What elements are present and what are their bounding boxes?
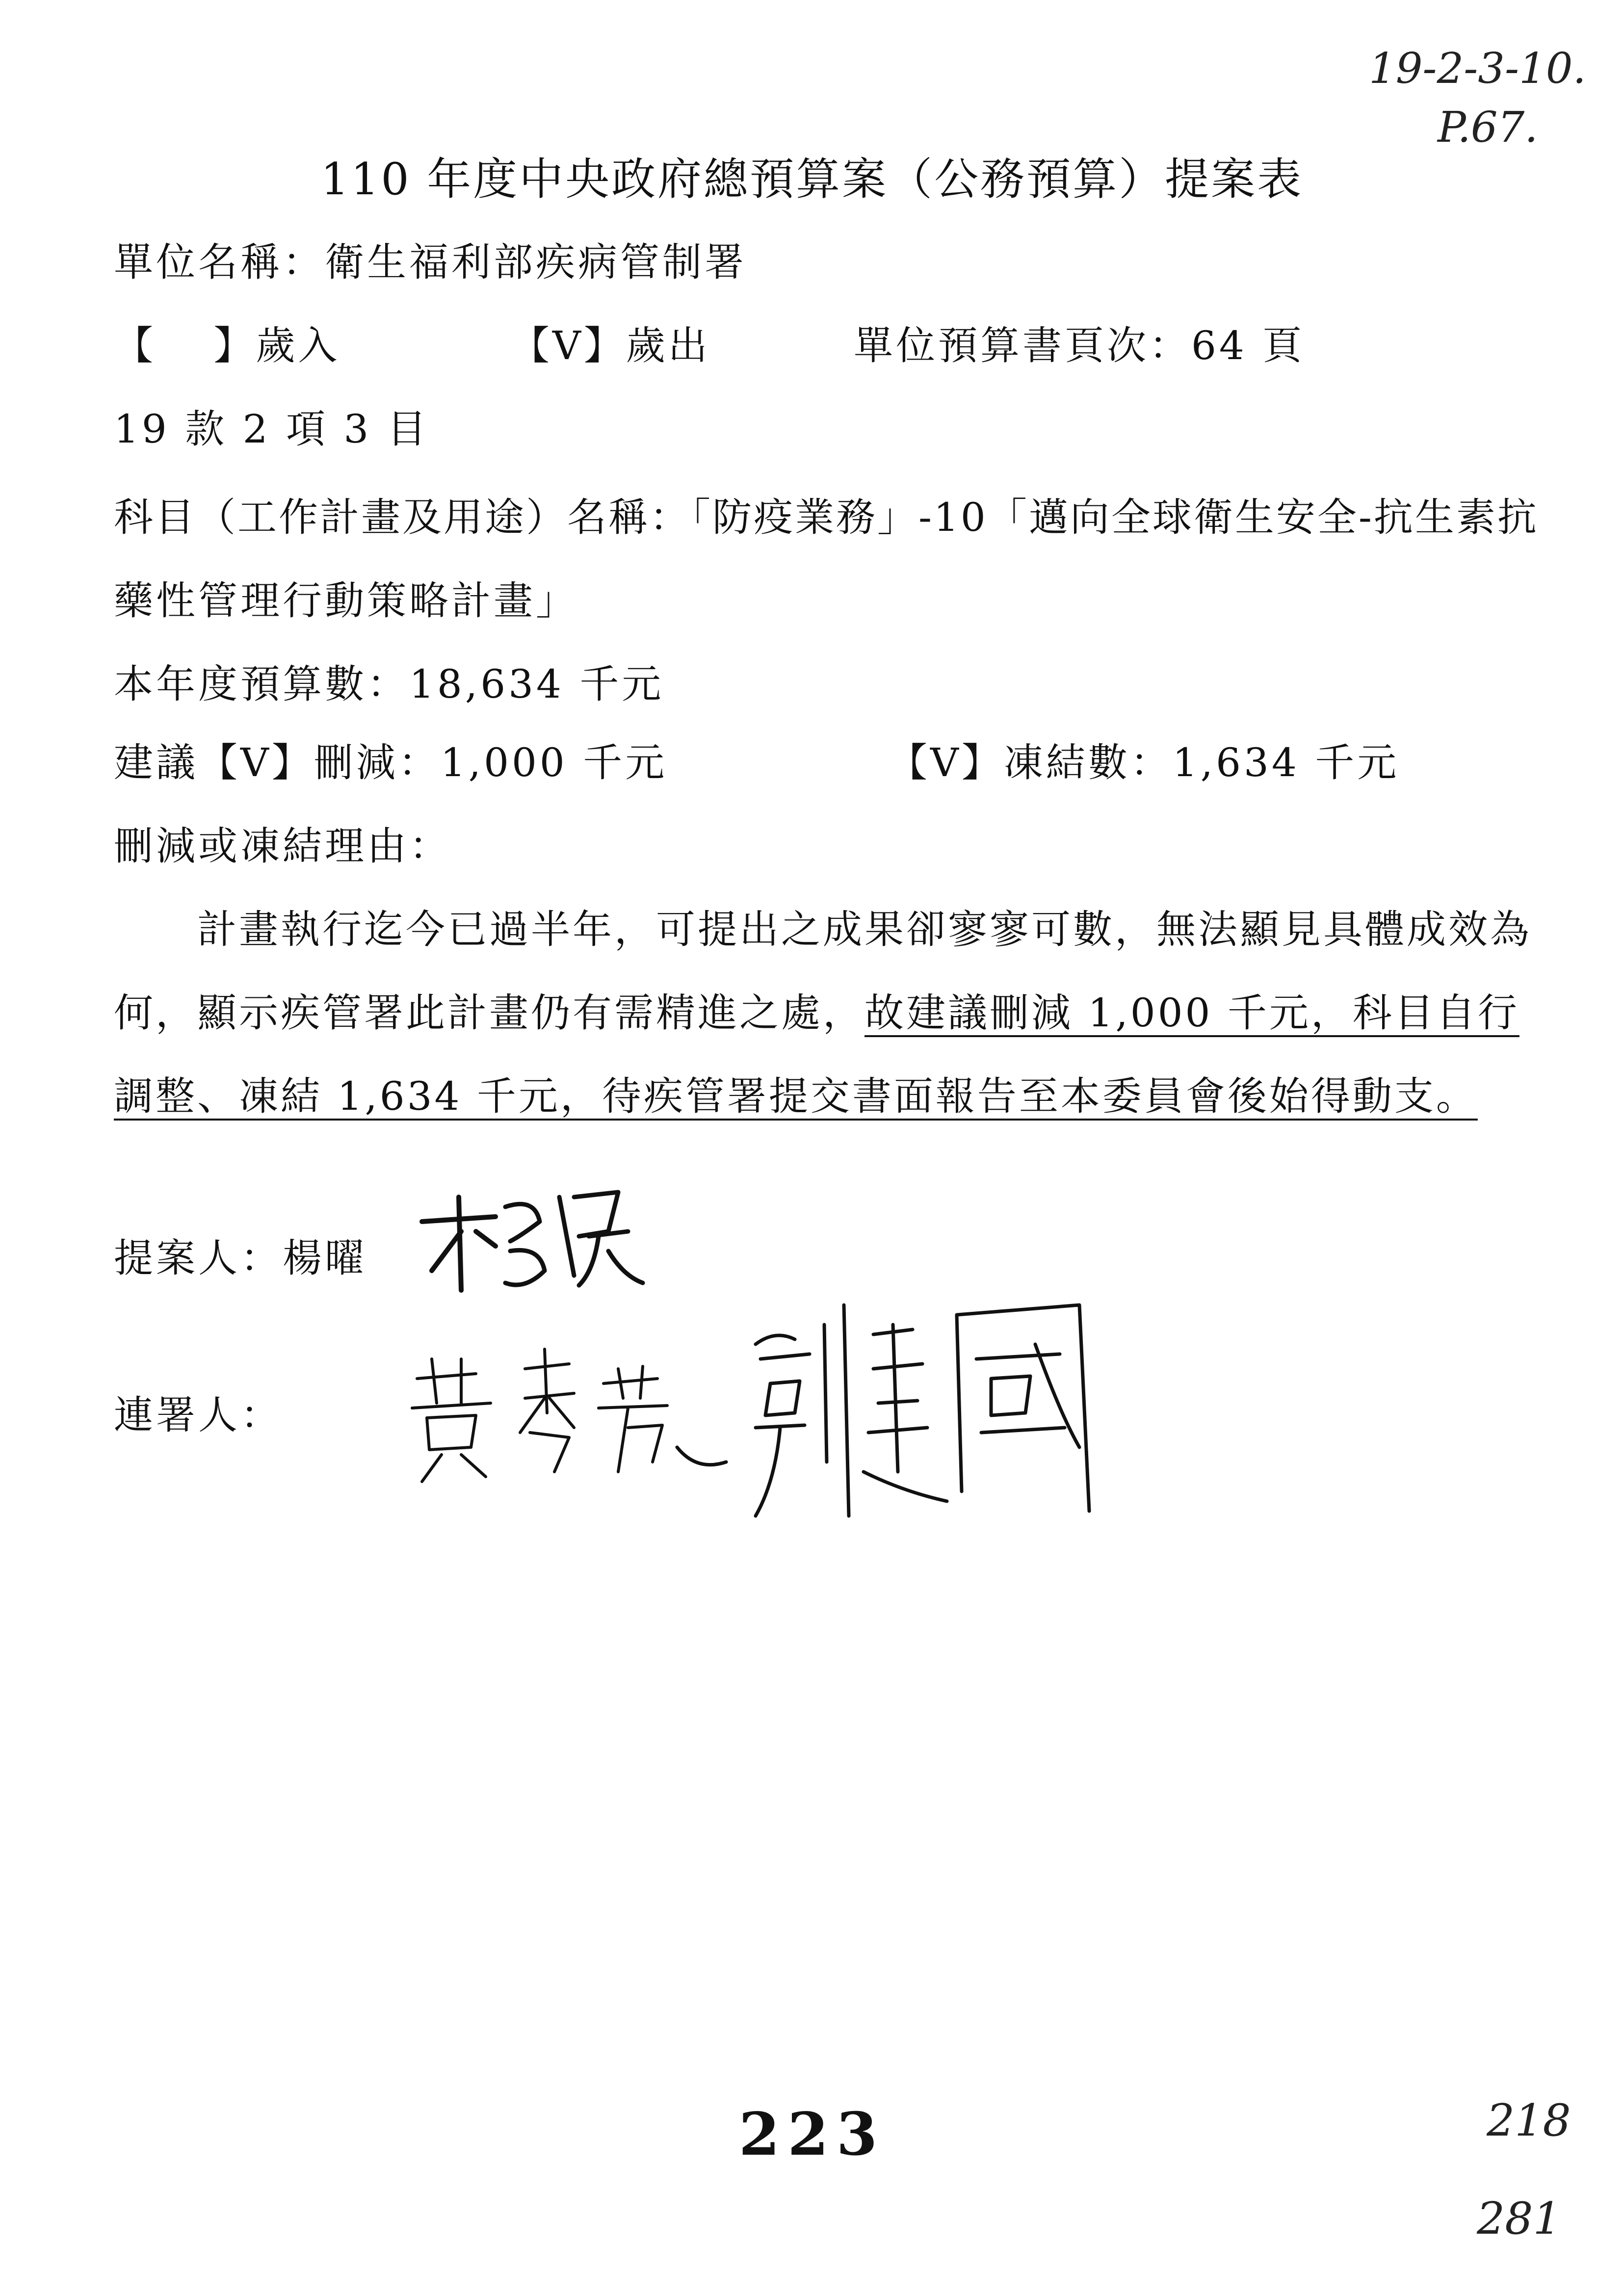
income-checkbox-label: 【 】歲入 (114, 323, 341, 368)
expense-checkbox-label: 【V】歲出 (510, 323, 710, 368)
unit-name: 單位名稱：衛生福利部疾病管制署 (114, 239, 747, 285)
cosigners-signature (383, 1285, 1119, 1540)
handwritten-margin-number-1: 218 (1487, 2095, 1571, 2146)
page-number: 223 (738, 2100, 886, 2169)
proposer-label: 提案人：楊曜 (114, 1235, 367, 1281)
budget-amount: 本年度預算數：18,634 千元 (114, 661, 664, 707)
reason-underlined-text: 故建議刪減 1,000 千元，科目自行調整、凍結 1,634 千元，待疾管署提交書面報告至本委員會後始得動支。 (114, 990, 1519, 1119)
freeze-suggestion: 【V】凍結數：1,634 千元 (888, 740, 1400, 785)
budget-page-ref: 單位預算書頁次：64 頁 (854, 323, 1305, 368)
handwritten-margin-number-2: 281 (1477, 2193, 1561, 2244)
handwritten-ref-page: P.67. (1438, 103, 1538, 152)
reason-text: 計畫執行迄今已過半年，可提出之成果卻寥寥可數，無法顯見具體成效為何，顯示疾管署此計畫仍有需精進之處， (114, 907, 1532, 1036)
item-code: 19 款 2 項 3 目 (114, 406, 429, 452)
handwritten-ref-code: 19-2-3-10. (1369, 44, 1586, 93)
cut-suggestion: 建議【V】刪減：1,000 千元 (114, 740, 668, 785)
reason-paragraph (114, 888, 1537, 1138)
cosigners-label: 連署人： (114, 1392, 283, 1438)
subject-line-2: 藥性管理行動策略計畫」 (114, 578, 578, 624)
reason-label: 刪減或凍結理由： (114, 823, 451, 869)
page-title: 110 年度中央政府總預算案（公務預算）提案表 (320, 154, 1304, 205)
subject-line-1: 科目（工作計畫及用途）名稱：「防疫業務」-10「邁向全球衛生安全-抗生素抗 (114, 495, 1539, 540)
